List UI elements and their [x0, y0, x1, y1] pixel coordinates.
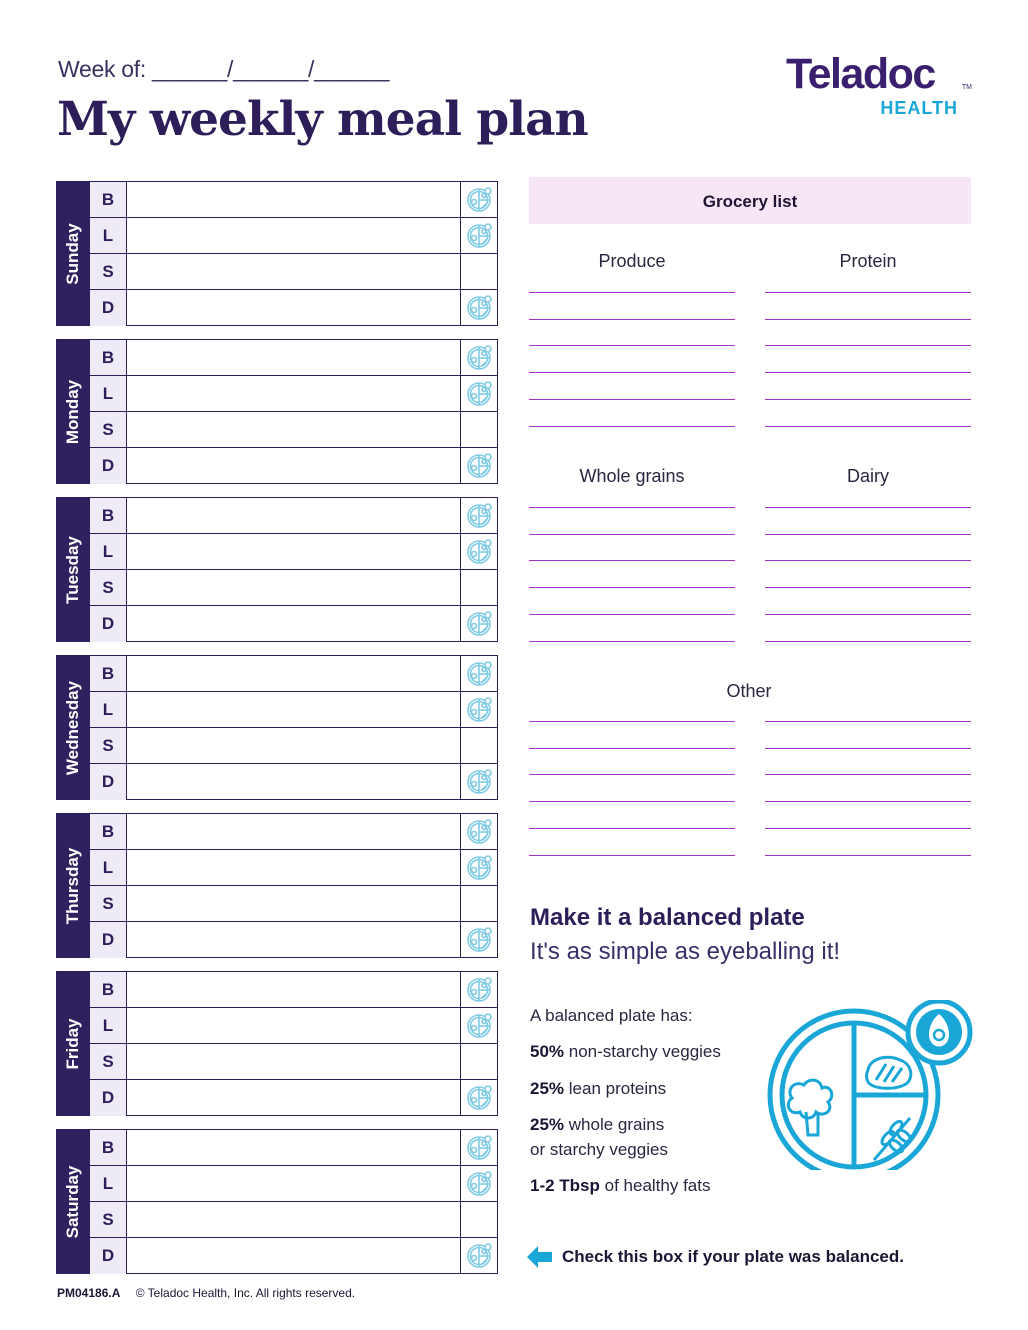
balanced-check-box[interactable]	[460, 376, 497, 411]
meal-letter: B	[90, 814, 127, 849]
grocery-write-line[interactable]	[765, 426, 971, 427]
balanced-check-box[interactable]	[460, 1202, 497, 1237]
meal-letter: L	[90, 850, 127, 885]
meal-letter: D	[90, 764, 127, 800]
meal-letter: L	[90, 218, 127, 253]
balanced-check-box[interactable]	[460, 692, 497, 727]
grocery-write-line[interactable]	[529, 507, 735, 508]
meal-entry-field[interactable]	[127, 1130, 460, 1165]
balanced-check-box[interactable]	[460, 290, 497, 326]
balanced-check-box[interactable]	[460, 728, 497, 763]
meal-entry-field[interactable]	[127, 1044, 460, 1079]
day-band	[57, 182, 90, 325]
grocery-write-line[interactable]	[765, 534, 971, 535]
meal-entry-field[interactable]	[127, 570, 460, 605]
whole-grains-heading: Whole grains	[579, 466, 685, 486]
day-band	[57, 498, 90, 641]
meal-row	[90, 290, 497, 326]
meal-entry-field[interactable]	[127, 692, 460, 727]
grocery-write-line[interactable]	[765, 641, 971, 642]
meal-letter: B	[90, 656, 127, 691]
meal-letter: L	[90, 376, 127, 411]
grocery-write-line[interactable]	[529, 399, 735, 400]
meal-letter: L	[90, 534, 127, 569]
meal-row	[90, 376, 497, 412]
day-name: Friday	[63, 1017, 82, 1070]
meal-entry-field[interactable]	[127, 606, 460, 642]
grocery-write-line[interactable]	[529, 828, 735, 829]
week-of-field[interactable]: Week of: ______/______/______	[58, 56, 390, 82]
meal-letter: D	[90, 290, 127, 326]
meal-letter: S	[90, 1202, 127, 1237]
meal-row	[90, 182, 497, 218]
plate-item-proteins	[530, 1079, 666, 1099]
plate-item-fats-amount: 1-2 Tbsp	[530, 1176, 600, 1195]
balanced-check-box[interactable]	[460, 1130, 497, 1165]
day-band	[57, 972, 90, 1115]
meal-row	[90, 1166, 497, 1202]
grocery-write-line[interactable]	[765, 774, 971, 775]
grocery-write-line[interactable]	[529, 774, 735, 775]
broccoli-icon	[788, 1080, 831, 1135]
plate-item-proteins-amount: 25%	[530, 1079, 565, 1098]
grocery-write-line[interactable]	[765, 292, 971, 293]
mini-plate-icon	[466, 697, 492, 723]
footer	[57, 1286, 355, 1300]
meal-row	[90, 814, 497, 850]
meal-row	[90, 254, 497, 290]
plate-item-grains-line2: or starchy veggies	[530, 1140, 668, 1159]
meal-row	[90, 972, 497, 1008]
meal-row	[90, 412, 497, 448]
meal-row	[90, 1130, 497, 1166]
meal-letter: B	[90, 340, 127, 375]
meal-row	[90, 606, 497, 642]
meal-letter: S	[90, 886, 127, 921]
balanced-plate-icon	[764, 1000, 974, 1170]
balanced-check-box[interactable]	[460, 1008, 497, 1043]
meal-row	[90, 728, 497, 764]
grocery-write-line[interactable]	[765, 828, 971, 829]
balanced-check-box[interactable]	[460, 448, 497, 484]
meal-row	[90, 850, 497, 886]
grocery-write-line[interactable]	[529, 614, 735, 615]
meal-letter: L	[90, 692, 127, 727]
mini-plate-icon	[466, 769, 492, 795]
logo-subtext: HEALTH	[880, 98, 958, 118]
grocery-write-line[interactable]	[529, 587, 735, 588]
day-block-friday	[56, 971, 498, 1116]
meal-letter: D	[90, 1080, 127, 1116]
meal-row	[90, 448, 497, 484]
meal-entry-field[interactable]	[127, 850, 460, 885]
plate-item-veggies-amount: 50%	[530, 1042, 565, 1061]
meal-letter: D	[90, 448, 127, 484]
meal-entry-field[interactable]	[127, 182, 460, 217]
mini-plate-icon	[466, 819, 492, 845]
plate-item-fats	[530, 1176, 710, 1196]
dairy-heading: Dairy	[846, 466, 889, 486]
plate-item-proteins-text: lean proteins	[564, 1079, 667, 1098]
meal-letter: S	[90, 254, 127, 289]
meal-letter: L	[90, 1166, 127, 1201]
grocery-write-line[interactable]	[529, 641, 735, 642]
mini-plate-icon	[466, 1135, 492, 1161]
logo-trademark: TM	[961, 84, 972, 91]
mini-plate-icon	[466, 661, 492, 687]
mini-plate-icon	[466, 295, 492, 321]
meal-row	[90, 886, 497, 922]
meal-row	[90, 1080, 497, 1116]
mini-plate-icon	[466, 345, 492, 371]
footer-code: PM04186.A	[57, 1286, 121, 1300]
plate-item-fats-text: of healthy fats	[599, 1176, 711, 1195]
day-band	[57, 656, 90, 799]
mini-plate-icon	[466, 1171, 492, 1197]
meal-row	[90, 922, 497, 958]
other-heading: Other	[726, 681, 772, 701]
meal-row	[90, 1008, 497, 1044]
grocery-write-line[interactable]	[765, 507, 971, 508]
meal-entry-field[interactable]	[127, 412, 460, 447]
grocery-write-line[interactable]	[529, 372, 735, 373]
balanced-check-box[interactable]	[460, 764, 497, 800]
day-name: Sunday	[63, 222, 82, 285]
grocery-write-line[interactable]	[529, 319, 735, 320]
grocery-write-line[interactable]	[765, 399, 971, 400]
meal-row	[90, 764, 497, 800]
grocery-write-line[interactable]	[529, 855, 735, 856]
plate-item-grains	[530, 1115, 664, 1135]
steak-icon	[867, 1057, 911, 1088]
grocery-write-line[interactable]	[765, 721, 971, 722]
meal-letter: S	[90, 728, 127, 763]
mini-plate-icon	[466, 1085, 492, 1111]
meal-letter: B	[90, 972, 127, 1007]
day-band	[57, 340, 90, 483]
plate-item-grains-amount: 25%	[530, 1115, 565, 1134]
balanced-check-box[interactable]	[460, 1238, 497, 1274]
balanced-plate-intro: A balanced plate has:	[530, 1006, 693, 1025]
day-band	[57, 814, 90, 957]
meal-entry-field[interactable]	[127, 1008, 460, 1043]
meal-entry-field[interactable]	[127, 340, 460, 375]
grocery-list-header: Grocery list	[529, 177, 971, 224]
mini-plate-icon	[466, 1013, 492, 1039]
balanced-check-box[interactable]	[460, 814, 497, 849]
balanced-check-box[interactable]	[460, 886, 497, 921]
day-name: Thursday	[63, 847, 82, 924]
meal-letter: B	[90, 182, 127, 217]
meal-row	[90, 340, 497, 376]
mini-plate-icon	[466, 539, 492, 565]
meal-entry-field[interactable]	[127, 728, 460, 763]
teladoc-logo	[786, 50, 976, 120]
day-block-sunday	[56, 181, 498, 326]
meal-entry-field[interactable]	[127, 254, 460, 289]
mini-plate-icon	[466, 187, 492, 213]
balanced-check-box[interactable]	[460, 254, 497, 289]
grocery-write-line[interactable]	[765, 560, 971, 561]
balanced-check-box[interactable]	[460, 340, 497, 375]
balanced-check-box[interactable]	[460, 922, 497, 958]
meal-row	[90, 656, 497, 692]
grocery-write-line[interactable]	[765, 345, 971, 346]
meal-entry-field[interactable]	[127, 290, 460, 326]
meal-letter: B	[90, 498, 127, 533]
meal-letter: B	[90, 1130, 127, 1165]
meal-row	[90, 1238, 497, 1274]
meal-entry-field[interactable]	[127, 764, 460, 800]
meal-letter: D	[90, 922, 127, 958]
meal-entry-field[interactable]	[127, 886, 460, 921]
meal-entry-field[interactable]	[127, 1166, 460, 1201]
grocery-write-line[interactable]	[765, 801, 971, 802]
balanced-check-box[interactable]	[460, 182, 497, 217]
balanced-check-box[interactable]	[460, 570, 497, 605]
meal-entry-field[interactable]	[127, 814, 460, 849]
check-note-text: Check this box if your plate was balanced.	[562, 1247, 904, 1266]
page-title: My weekly meal plan	[57, 92, 588, 147]
mini-plate-icon	[466, 1243, 492, 1269]
arrow-left-icon	[527, 1246, 552, 1268]
day-block-thursday	[56, 813, 498, 958]
grocery-write-line[interactable]	[765, 319, 971, 320]
grocery-write-line[interactable]	[529, 748, 735, 749]
plate-item-grains-text: whole grains	[564, 1115, 665, 1134]
meal-row	[90, 1202, 497, 1238]
day-name: Wednesday	[63, 680, 82, 775]
meal-letter: S	[90, 1044, 127, 1079]
balanced-check-box[interactable]	[460, 850, 497, 885]
balanced-check-box[interactable]	[460, 412, 497, 447]
grocery-write-line[interactable]	[529, 801, 735, 802]
balanced-check-box[interactable]	[460, 972, 497, 1007]
logo-wordmark: Teladoc	[786, 50, 935, 98]
mini-plate-icon	[466, 855, 492, 881]
day-block-wednesday	[56, 655, 498, 800]
meal-letter: S	[90, 412, 127, 447]
grocery-write-line[interactable]	[765, 855, 971, 856]
balanced-check-box[interactable]	[460, 1044, 497, 1079]
grocery-write-line[interactable]	[529, 560, 735, 561]
mini-plate-icon	[466, 977, 492, 1003]
plate-item-veggies-text: non-starchy veggies	[564, 1042, 721, 1061]
meal-entry-field[interactable]	[127, 534, 460, 569]
meal-row	[90, 692, 497, 728]
grocery-write-line[interactable]	[529, 292, 735, 293]
grocery-write-line[interactable]	[765, 587, 971, 588]
grocery-write-line[interactable]	[765, 372, 971, 373]
day-name: Monday	[63, 379, 82, 444]
day-name: Tuesday	[63, 535, 82, 604]
balanced-check-box[interactable]	[460, 656, 497, 691]
balanced-plate-subtitle: It's as simple as eyeballing it!	[530, 938, 841, 965]
meal-entry-field[interactable]	[127, 1080, 460, 1116]
grocery-write-line[interactable]	[529, 345, 735, 346]
balanced-check-box[interactable]	[460, 1080, 497, 1116]
mini-plate-icon	[466, 223, 492, 249]
meal-entry-field[interactable]	[127, 448, 460, 484]
check-note	[527, 1246, 904, 1268]
meal-row	[90, 570, 497, 606]
meal-entry-field[interactable]	[127, 498, 460, 533]
mini-plate-icon	[466, 453, 492, 479]
meal-letter: D	[90, 606, 127, 642]
grocery-write-line[interactable]	[765, 748, 971, 749]
meal-row	[90, 218, 497, 254]
balanced-check-box[interactable]	[460, 534, 497, 569]
balanced-check-box[interactable]	[460, 498, 497, 533]
day-block-monday	[56, 339, 498, 484]
grocery-write-line[interactable]	[529, 534, 735, 535]
meal-entry-field[interactable]	[127, 218, 460, 253]
meal-row	[90, 534, 497, 570]
meal-entry-field[interactable]	[127, 656, 460, 691]
meal-letter: L	[90, 1008, 127, 1043]
meal-entry-field[interactable]	[127, 1202, 460, 1237]
balanced-check-box[interactable]	[460, 1166, 497, 1201]
day-name: Saturday	[63, 1165, 82, 1238]
meal-row	[90, 1044, 497, 1080]
balanced-plate-title: Make it a balanced plate	[530, 904, 805, 931]
mini-plate-icon	[466, 927, 492, 953]
meal-entry-field[interactable]	[127, 922, 460, 958]
balanced-check-box[interactable]	[460, 218, 497, 253]
grocery-write-line[interactable]	[529, 721, 735, 722]
meal-entry-field[interactable]	[127, 1238, 460, 1274]
footer-copyright: © Teladoc Health, Inc. All rights reserved.	[135, 1286, 356, 1300]
meal-letter: S	[90, 570, 127, 605]
grocery-write-line[interactable]	[529, 426, 735, 427]
meal-letter: D	[90, 1238, 127, 1274]
day-block-saturday	[56, 1129, 498, 1274]
plate-item-veggies	[530, 1042, 721, 1062]
mini-plate-icon	[466, 381, 492, 407]
balanced-check-box[interactable]	[460, 606, 497, 642]
meal-row	[90, 498, 497, 534]
meal-entry-field[interactable]	[127, 972, 460, 1007]
protein-heading: Protein	[839, 251, 897, 271]
grocery-write-line[interactable]	[765, 614, 971, 615]
meal-entry-field[interactable]	[127, 376, 460, 411]
produce-heading: Produce	[598, 251, 666, 271]
mini-plate-icon	[466, 503, 492, 529]
day-band	[57, 1130, 90, 1273]
day-block-tuesday	[56, 497, 498, 642]
mini-plate-icon	[466, 611, 492, 637]
